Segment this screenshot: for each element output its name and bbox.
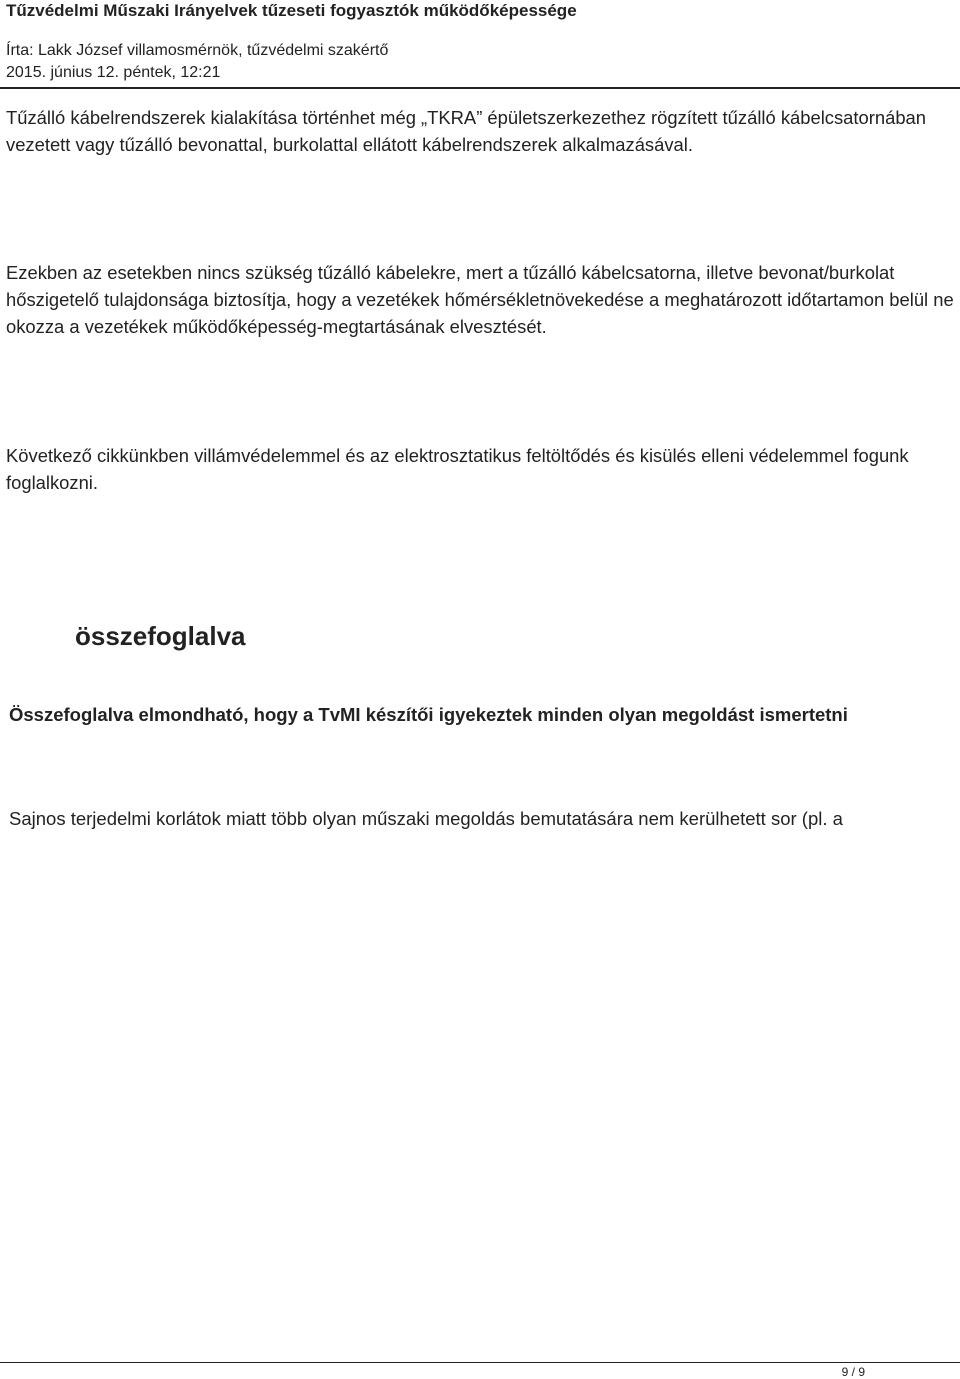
paragraph: Következő cikkünkben villámvédelemmel és az elektrosztatikus feltöltődés és kisülés elleni védelemmel fogunk foglalkozni.: [6, 445, 909, 493]
author-line: Írta: Lakk József villamosmérnök, tűzvédelmi szakértő: [6, 42, 389, 59]
summary-text-line: Sajnos terjedelmi korlátok miatt több olyan műszaki megoldás bemutatására nem kerülhetett sor (pl. a: [9, 808, 843, 829]
footer-divider: [0, 1362, 960, 1363]
paragraph: Ezekben az esetekben nincs szükség tűzálló kábelekre, mert a tűzálló kábelcsatorna, illetve bevonat/burkolat hőszigetelő tulajdonsága biztosítja, hogy a vezetékek hőmérsékletnövekedése a meghatározott időtartamon belül ne okozza a vezetékek működőképesség-megtartásának elvesztését.: [6, 262, 954, 337]
section-heading: összefoglalva: [75, 621, 246, 651]
date-line: 2015. június 12. péntek, 12:21: [6, 64, 221, 81]
document-title: Tűzvédelmi Műszaki Irányelvek tűzeseti fogyasztók működőképessége: [6, 1, 577, 20]
summary-bold-line: Összefoglalva elmondható, hogy a TvMI készítői igyekeztek minden olyan megoldást ismertetni: [9, 704, 848, 725]
header-divider: [0, 87, 960, 89]
paragraph: Tűzálló kábelrendszerek kialakítása történhet még „TKRA” épületszerkezethez rögzített tűzálló kábelcsatornában vezetett vagy tűzálló bevonattal, burkolattal ellátott kábelrendszerek alkalmazásával.: [6, 107, 927, 155]
page-number: 9 / 9: [841, 1365, 865, 1379]
